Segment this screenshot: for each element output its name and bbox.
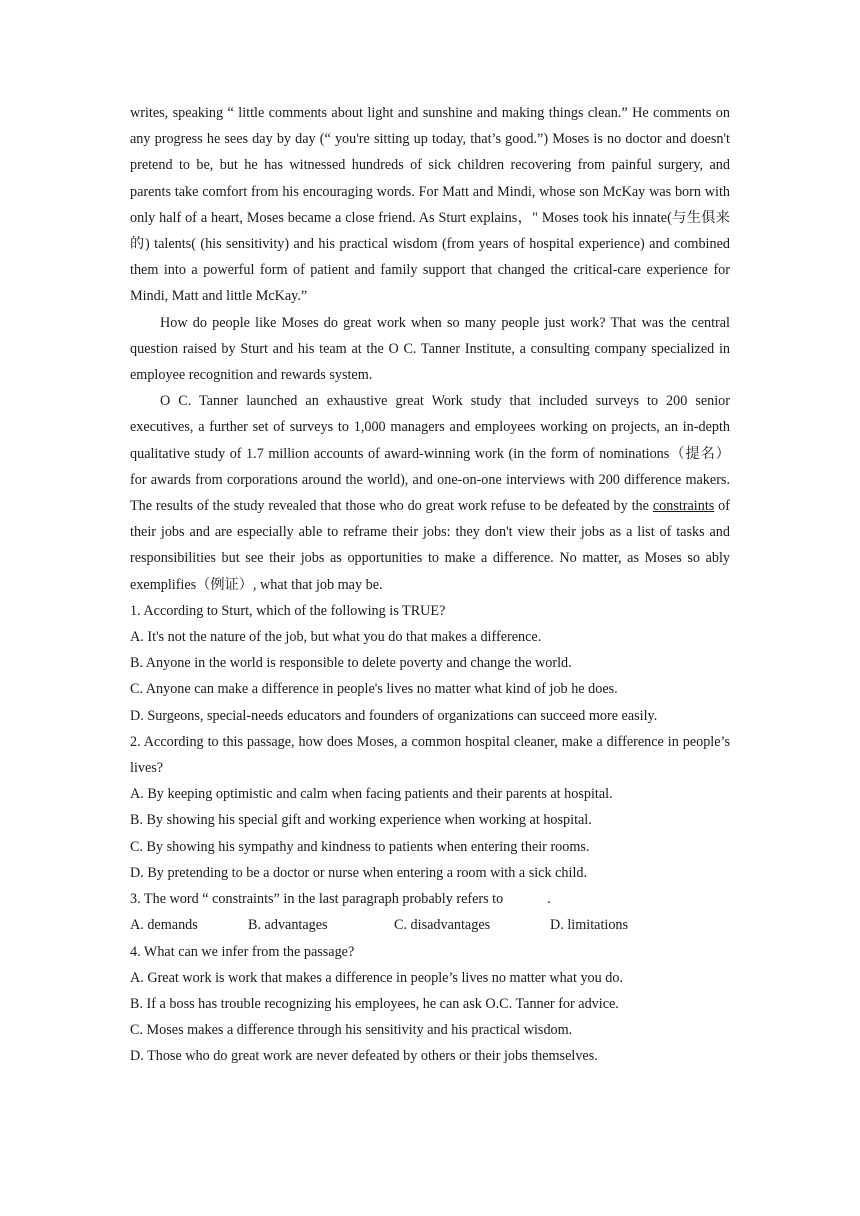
question-3-option-c: C. disadvantages — [394, 917, 491, 934]
question-1 — [130, 598, 730, 729]
question-4-option-d: D. Those who do great work are never defeated by others or their jobs themselves. — [130, 1048, 598, 1065]
question-2-option-b: B. By showing his special gift and working experience when working at hospital. — [130, 812, 592, 829]
question-3-end: . — [547, 891, 551, 908]
question-2-option-d: D. By pretending to be a doctor or nurse when entering a room with a sick child. — [130, 864, 588, 881]
passage-paragraph-3 — [130, 388, 730, 598]
question-3-options — [130, 912, 730, 938]
question-1-option-b: B. Anyone in the world is responsible to delete poverty and change the world. — [130, 655, 572, 672]
question-2 — [130, 729, 730, 886]
question-1-option-a: A. It's not the nature of the job, but what you do that makes a difference. — [130, 629, 542, 646]
question-3 — [130, 886, 730, 938]
passage-paragraph-1: writes, speaking “ little comments about light and sunshine and making things clean.” He comments on any progress he sees day by day (“ you're sitting up today, that’s good.”) Moses is no doctor and doesn't pretend to be, but he has witnessed hundreds of sick children recovering from painful surgery, and parents take comfort from his encouraging words. For Matt and Mindi, whose son McKay was born with only half of a heart, Moses became a close friend. As Sturt explains，" Moses took his innate(与生俱来的) talents( (his sensitivity) and his practical wisdom (from years of hospital experience) and combined them into a powerful form of patient and family support that changed the critical-care experience for Mindi, Matt and little McKay.” — [130, 105, 730, 305]
underlined-word: constraints — [652, 498, 715, 515]
question-3-stem: 3. The word “ constraints” in the last paragraph probably refers to — [130, 891, 504, 908]
question-1-option-c: C. Anyone can make a difference in people's lives no matter what kind of job he does. — [130, 681, 618, 698]
question-4 — [130, 939, 730, 1070]
paragraph-3-part-b: of their jobs and are especially able to reframe their jobs: they don't view their jobs as a list of tasks and responsibilities but see their jobs as opportunities to make a difference. No matter, as Moses so ably exemplifies（例证）, what that job may be. — [130, 498, 730, 593]
question-1-stem: 1. According to Sturt, which of the following is TRUE? — [130, 602, 446, 619]
paragraph-3-part-a: O C. Tanner launched an exhaustive great Work study that included surveys to 200 senior executives, a further set of surveys to 1,000 managers and employees working on projects, an in-depth qualitative study of 1.7 million accounts of award-winning work (in the form of nominations（提名） for awards from corporations around the world), and one-on-one interviews with 200 difference makers. The results of the study revealed that those who do great work refuse to be defeated by the — [130, 393, 730, 515]
question-2-stem: 2. According to this passage, how does Moses, a common hospital cleaner, make a difference in people’s lives? — [130, 733, 730, 777]
document-body — [130, 100, 730, 1070]
question-3-stem-line — [130, 886, 730, 912]
question-3-option-d: D. limitations — [550, 917, 629, 934]
question-3-option-b: B. advantages — [248, 917, 328, 934]
question-1-option-d: D. Surgeons, special-needs educators and founders of organizations can succeed more easily. — [130, 707, 658, 724]
question-4-option-a: A. Great work is work that makes a difference in people’s lives no matter what you do. — [130, 969, 624, 986]
question-2-option-a: A. By keeping optimistic and calm when facing patients and their parents at hospital. — [130, 786, 613, 803]
passage-paragraph-2: How do people like Moses do great work when so many people just work? That was the central question raised by Sturt and his team at the O C. Tanner Institute, a consulting company specialized in employee recognition and rewards system. — [130, 314, 730, 384]
question-4-option-c: C. Moses makes a difference through his sensitivity and his practical wisdom. — [130, 1022, 573, 1039]
question-4-option-b: B. If a boss has trouble recognizing his employees, he can ask O.C. Tanner for advice. — [130, 995, 619, 1012]
question-2-option-c: C. By showing his sympathy and kindness to patients when entering their rooms. — [130, 838, 590, 855]
question-3-option-a: A. demands — [130, 917, 198, 934]
question-4-stem: 4. What can we infer from the passage? — [130, 943, 355, 960]
